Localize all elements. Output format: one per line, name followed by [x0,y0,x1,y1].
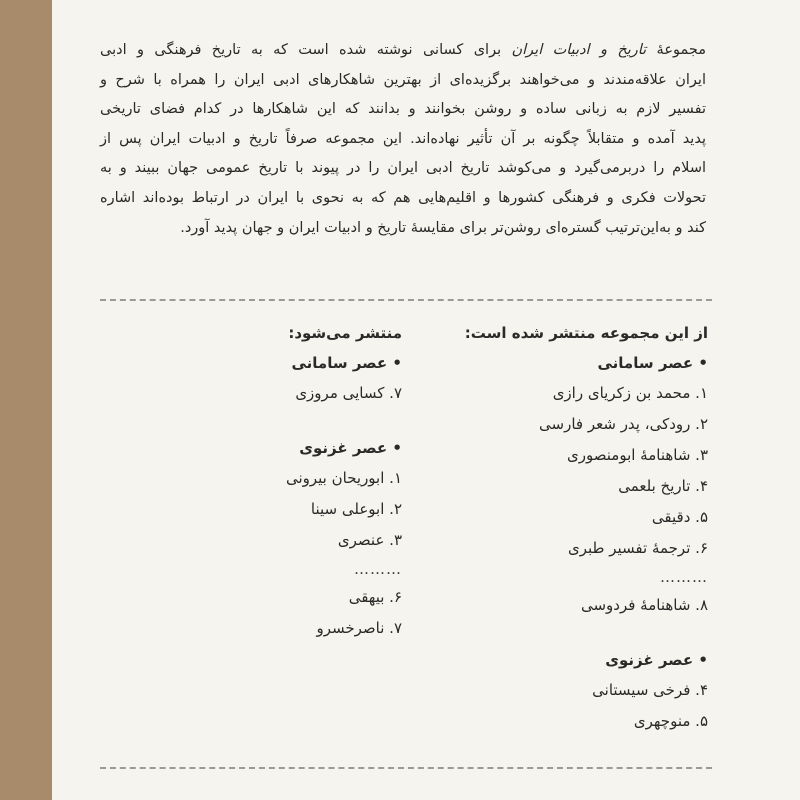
intro-line-3: تفسیر لازم به زبانی ساده و روشن بخوانند و بدانند که این شاهکارها در کدام فضای تاریخی [100,101,706,118]
list-item: ۱. محمد بن زکریای رازی [552,384,708,402]
list-item: ۵. دقیقی [651,508,708,526]
intro-text: برای کسانی نوشته شده است که به تاریخ فرهنگی و ادبی [100,42,512,58]
intro-line-6: تحولات فکری و فرهنگی کشورها و اقلیم‌هایی هم که به نحوی با ایران در ارتباط بوده‌اند اشاره [100,189,706,206]
list-item: ۱. ابوریحان بیرونی [285,469,402,487]
list-item: ۳. شاهنامهٔ ابومنصوری [567,446,708,464]
list-item: ۲. ابوعلی سینا [310,500,402,518]
intro-line-1 [100,36,706,66]
upcoming-heading: منتشر می‌شود: [288,324,402,342]
list-item: ۳. عنصری [337,531,402,549]
list-item: ۶. بیهقی [348,588,402,606]
dashed-divider-bottom [100,767,712,769]
intro-paragraph [100,36,706,243]
ellipsis-separator: ……… [660,568,708,586]
section-samanid: • عصر سامانی [291,354,402,372]
intro-line-7: کند و به‌این‌ترتیب گستره‌ای روشن‌تر برای مقایسهٔ تاریخ و ادبیات ایران و جهان پدید آورد. [180,219,706,236]
list-item: ۶. ترجمهٔ تفسیر طبری [567,539,708,557]
list-item: ۷. کسایی مروزی [295,384,402,402]
intro-line-4: پدید آمده و متقابلاً چگونه بر آن تأثیر نهاده‌اند. این مجموعه صرفاً تاریخ و ادبیات ایران پس از [100,130,706,147]
intro-line-2: ایران علاقه‌مندند و می‌خواهند برگزیده‌ای از بهترین شاهکارهای ادبی ایران را همراه با شرح و [100,71,706,88]
published-heading: از این مجموعه منتشر شده است: [464,324,708,342]
list-item: ۷. ناصرخسرو [316,619,402,637]
section-samanid: • عصر سامانی [597,354,708,372]
list-item: ۸. شاهنامهٔ فردوسی [580,596,708,614]
published-column [448,318,708,737]
list-item: ۲. رودکی، پدر شعر فارسی [539,415,708,433]
book-spine-strip [0,0,52,800]
list-item: ۴. فرخی سیستانی [592,681,708,699]
ellipsis-separator: ……… [354,560,402,578]
intro-text: مجموعهٔ [646,42,706,58]
spacer [182,409,402,433]
list-item: ۵. منوچهری [633,712,708,730]
list-item: ۴. تاریخ بلعمی [618,477,708,495]
dashed-divider-top [100,299,712,301]
spacer [448,621,708,645]
intro-line-5: اسلام را دربرمی‌گیرد و می‌کوشد تاریخ ادبی ایران را در پیوند با تاریخ عمومی جهان ببیند و به [100,160,706,177]
section-ghaznavid: • عصر غزنوی [299,439,402,457]
section-ghaznavid: • عصر غزنوی [605,651,708,669]
upcoming-column [182,318,402,644]
series-title: تاریخ و ادبیات ایران [511,42,647,58]
